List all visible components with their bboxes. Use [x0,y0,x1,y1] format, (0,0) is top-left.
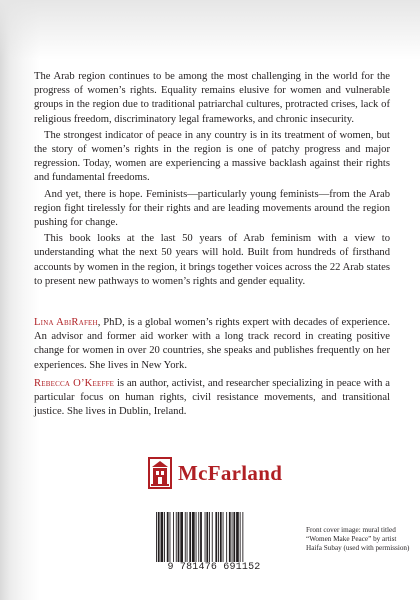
barcode-bar [161,512,164,562]
publisher-logo [147,454,282,492]
book-description [34,70,390,291]
barcode-bar [226,512,227,562]
author-name: Rebecca O’Keeffe [34,378,115,389]
barcode-bar [212,512,213,562]
barcode-bar [236,512,239,562]
barcode-bar [200,512,202,562]
cover-image-credit: Front cover image: mural titled “Women Make Peace” by artist Haifa Subay (used with permission) [306,526,410,552]
description-paragraph: The Arab region continues to be among the most challenging in the world for the progress of women’s rights. Equality remains elusive for women and vulnerable groups in the region due to traditional patriarchal cultures, protracted crises, lack of religious freedom, discriminatory legal frameworks, and chronic insecurity. [34,71,390,125]
author-name: Lina AbiRafeh [34,317,98,328]
barcode-bar [192,512,195,562]
barcode-bar [187,512,188,562]
description-paragraph: This book looks at the last 50 years of Arab feminism with a view to understanding what the next 50 years will hold. Built from hundreds of firsthand accounts by women in the region, it brings together voices across the 22 Arab states to present new pathways to women’s rights and gender equality. [34,233,390,287]
barcode-bar [189,512,191,562]
barcode-bar [209,512,210,562]
barcode-bar [185,512,186,562]
barcode-bar [158,512,160,562]
barcode-bar [156,512,157,562]
barcode-bar [223,512,224,562]
barcode-bars [154,512,274,562]
barcode-bar [206,512,208,562]
top-shade [0,0,420,60]
barcode-bar [232,512,233,562]
barcode-bar [233,512,235,562]
barcode-bar [205,512,206,562]
barcode-bar [240,512,241,562]
isbn-barcode [148,508,280,576]
author-bio-lina-abirafeh [34,316,390,373]
barcode-bar [167,512,169,562]
author-bio-text: , PhD, is a global women’s rights expert with decades of experience. An advisor and former aid worker with a long track record in creating positive change for women in over 20 countries, she speaks and publishes frequently on her experiences. She lives in New York. [34,317,391,371]
barcode-bar [215,512,217,562]
barcode-bar [170,512,171,562]
author-bio-rebecca-okeeffe [34,377,390,420]
barcode-bar [198,512,199,562]
barcode-bar [176,512,177,562]
description-paragraph: The strongest indicator of peace in any country is in its treatment of women, but the story of women’s rights in the region is one of patchy progress and major regression. Today, women are experiencing a massive backlash against their rights and fundamental freedoms. [34,129,390,184]
publisher-name: McFarland [178,460,283,485]
barcode-bar [220,512,222,562]
barcode-bar [178,512,180,562]
barcode-bar [242,512,243,562]
description-paragraph: And yet, there is hope. Feminists—particularly young feminists—from the Arab region fight tirelessly for their rights and are leading movements around the region pushing for change. [34,188,390,229]
barcode-bar [218,512,219,562]
barcode-bar [229,512,231,562]
barcode-bar [180,512,183,562]
barcode-bar [164,512,165,562]
barcode-bar [173,512,174,562]
barcode-bar [196,512,197,562]
isbn-digits: 9 781476 691152 [167,562,261,573]
mcfarland-house-logo-icon [147,456,173,490]
author-bio-text: is an author, activist, and researcher specializing in peace with a particular focus on human rights, civil resistance movements, and transitional justice. She lives in Dublin, Ireland. [34,378,390,418]
